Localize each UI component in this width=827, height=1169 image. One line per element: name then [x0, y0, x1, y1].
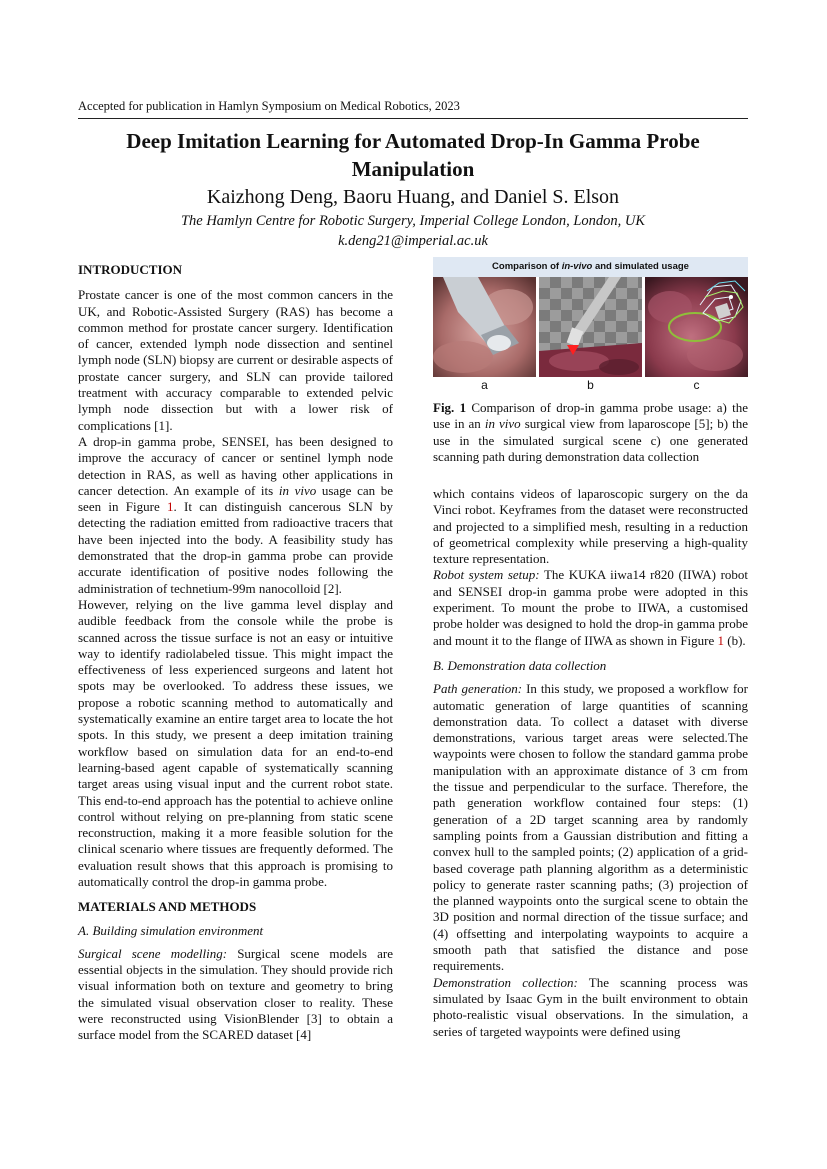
figure-panel-b-image: [539, 277, 642, 377]
robot-setup-paragraph: [433, 567, 748, 648]
figure-caption-label: Fig. 1: [433, 400, 467, 415]
scene-modelling-paragraph: [78, 946, 393, 1044]
intro-paragraph-1: Prostate cancer is one of the most common cancers in the UK, and Robotic-Assisted Surgery (RAS) has become a common method for prostate cancer surgery. Identification of cancer, extended lymph node dissection and sentinel lymph node (SLN) biopsy are current or desirable aspects of prostate cancer surgery, and SLN can provide tailored treatment with accuracy comparable to extended pelvic lymph node dissection but with a lower risk of complications [1].: [78, 287, 393, 433]
intro-heading: INTRODUCTION: [78, 262, 183, 277]
intro-p2-text-b: usage can be seen in Figure: [78, 482, 393, 515]
demo-collection-label: Demonstration collection:: [433, 974, 578, 990]
subsection-b-heading: B. Demonstration data collection: [433, 657, 607, 673]
path-generation-text: In this study, we proposed a workflow for automatic generation of large quantities of scanning demonstration data. To collect a dataset with diverse demonstrations, various target areas were selected.The waypoints were chosen to follow the standard gamma probe manipulation with an approximate distance of 3 cm from the tissue and perpendicular to the surface. Therefore, the path generation workflow contained four steps: (1) generation of a 2D target scanning area by randomly sampling points from a Gaussian distribution and fitting a convex hull to the sampled points; (2) application of a grid-based coverage path planning algorithm as a deterministic policy to generate raster scanning paths; (3) projection of the planned waypoints onto the surgical scene to obtain the 3D position and normal direction of the tissue surface; and (4) offsetting and interpolating waypoints to acquire a smooth path that satisfied the distance and pose requirements.: [433, 681, 748, 974]
robot-setup-label: Robot system setup:: [433, 567, 540, 583]
scene-modelling-label: Surgical scene modelling:: [78, 945, 228, 961]
figure-caption: [433, 400, 748, 465]
figure-title-b: and simulated usage: [592, 261, 689, 272]
figure-panel-b-label: b: [587, 378, 594, 392]
figure-ref-link[interactable]: 1: [167, 499, 174, 515]
path-generation-paragraph: [433, 681, 748, 974]
right-column: [433, 486, 748, 1040]
arxiv-stamp: [4, 360, 64, 860]
methods-heading: MATERIALS AND METHODS: [78, 899, 257, 915]
venue-header: Accepted for publication in Hamlyn Symposium on Medical Robotics, 2023: [78, 99, 460, 113]
header-rule: [78, 118, 748, 119]
figure-title-a: Comparison of: [492, 261, 562, 272]
author-email: k.deng21@imperial.ac.uk: [338, 233, 488, 249]
figure-caption-text-b: surgical view from laparoscope [5]; b) the use in the simulated surgical scene c) one generated scanning path during demonstration data collection: [433, 416, 748, 464]
scene-modelling-continuation: which contains videos of laparoscopic surgery on the da Vinci robot. Keyframes from the dataset were reconstructed and projected to a simplified mesh, resulting in a reduction of geometrical complexity while preserving a high-quality texture representation.: [433, 486, 748, 567]
demo-collection-paragraph: [433, 975, 748, 1040]
scene-modelling-text: Surgical scene models are essential objects in the simulation. They should provide rich visual information both on texture and geometry to bring the simulated visual observation closer to reality. These were reconstructed using VisionBlender [3] to obtain a surface model from the SCARED dataset [4]: [78, 945, 393, 1043]
figure-caption-text-a: Comparison of drop-in gamma probe usage: a) the use in an: [433, 400, 748, 432]
intro-p2-text-c: . It can distinguish cancerous SLN by detecting the radiation emitted from radioactive tracers that have been injected into the body. A feasibility study has demonstrated that the drop-in gamma probe can provide accurate identification of positive nodes following the administration of technetium-99m nanocolloid [2].: [78, 499, 394, 596]
intro-p2-text-a: A drop-in gamma probe, SENSEI, has been designed to improve the accuracy of cancer or sentinel lymph node detection in RAS, as well as having other applications in cancer detection. An example of its: [78, 433, 393, 498]
affiliation: The Hamlyn Centre for Robotic Surgery, Imperial College London, London, UK: [180, 213, 646, 229]
robot-setup-text-b: (b).: [724, 632, 746, 648]
intro-paragraph-3: However, relying on the live gamma level display and audible feedback from the console while the probe is scanned across the tissue surface is not an easy or intuitive way to identify radiolabeled tissue. This might impact the effectiveness of less experienced surgeons and latent hot spots may be overlooked. To address these issues, we propose a robotic scanning method to automatically and systematically examine an entire target area to locate the hot spots. In this study, we present a deep imitation training workflow based on simulation data for an end-to-end learning-based agent capable of systematically scanning target areas using visual input and the current robot state. This end-to-end approach has the potential to achieve online control without relying on pre-planning from static scene reconstruction, making it a more feasible solution for the clinical scenario where tissues are frequently deformed. The evaluation result shows that this approach is promising to automatically control the drop-in gamma probe.: [78, 596, 393, 889]
demo-collection-text: The scanning process was simulated by Isaac Gym in the built environment to obtain photo-realistic visual observations. In the simulation, a series of targeted waypoints were defined using: [433, 974, 748, 1039]
left-column: [78, 262, 393, 1044]
figure-title-bar: [433, 257, 748, 277]
figure-panel-a-image: [433, 277, 536, 377]
intro-p2-italic: in vivo: [278, 482, 317, 498]
robot-setup-text-a: The KUKA iiwa14 r820 (IIWA) robot and SENSEI drop-in gamma probe were adopted in this experiment. To mount the probe to IIWA, a customised probe holder was designed to hold the drop-in gamma probe and mount it to the flange of IIWA as shown in Figure: [433, 567, 749, 648]
figure-title-italic: in-vivo: [561, 261, 593, 272]
figure-ref-link-2[interactable]: 1: [717, 632, 725, 648]
author-list: Kaizhong Deng, Baoru Huang, and Daniel S. Elson: [206, 186, 620, 208]
intro-paragraph-2: [78, 434, 393, 597]
paper-title: Deep Imitation Learning for Automated Drop-In Gamma Probe Manipulation: [126, 129, 700, 181]
figure-1: [433, 257, 748, 397]
figure-panel-c-image: [645, 277, 748, 377]
figure-caption-italic: in vivo: [484, 416, 521, 432]
figure-panel-a-label: a: [481, 378, 488, 392]
figure-panel-c-label: c: [693, 378, 700, 392]
subsection-a-heading: A. Building simulation environment: [78, 922, 264, 938]
path-generation-label: Path generation:: [433, 681, 523, 697]
